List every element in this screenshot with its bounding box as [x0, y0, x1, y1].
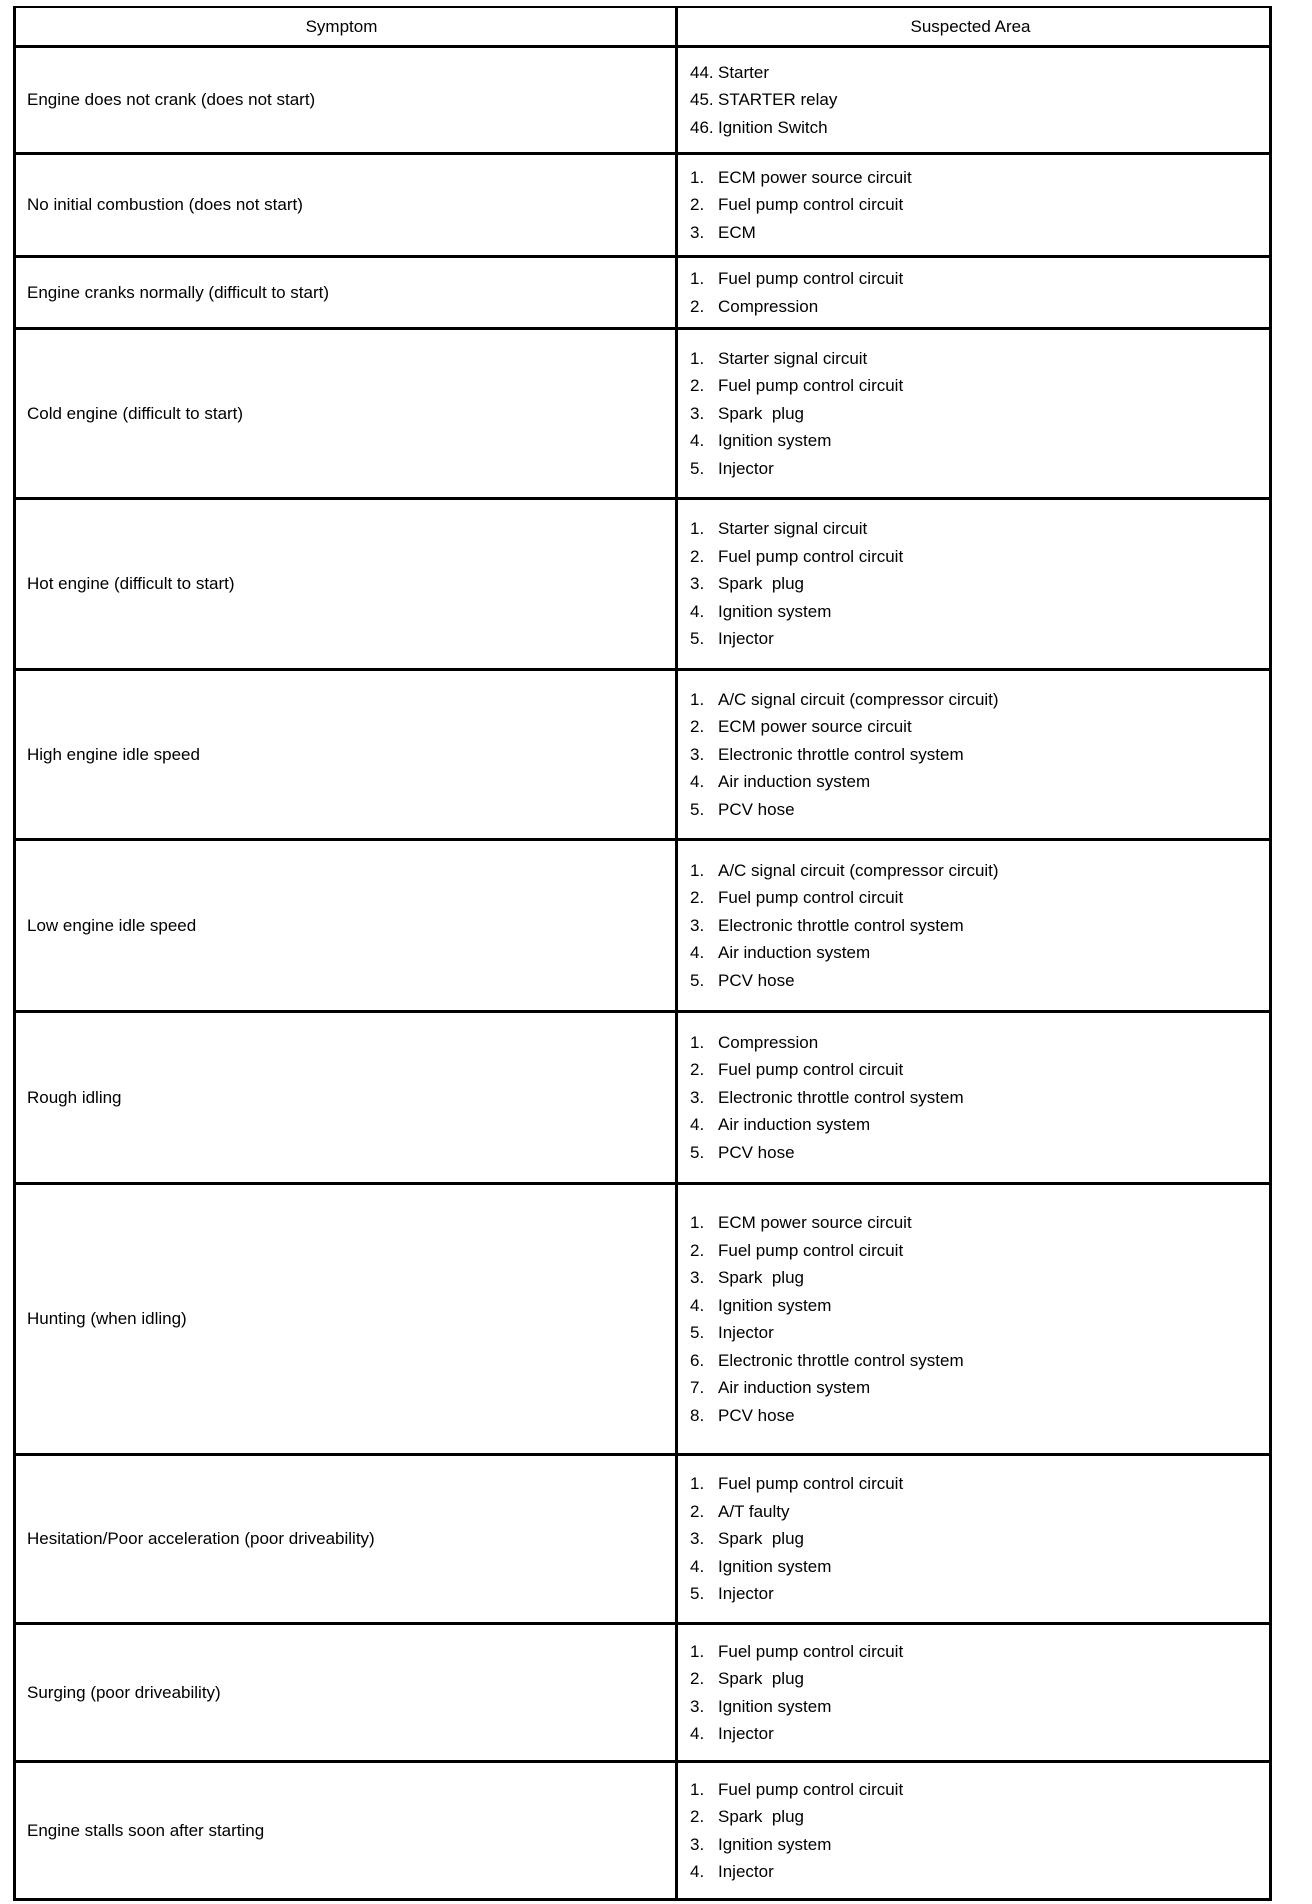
suspected-area-item — [690, 1638, 1263, 1666]
table-row — [16, 1622, 1269, 1760]
symptom-text: High engine idle speed — [27, 744, 200, 764]
area-item-number: 3. — [690, 574, 705, 594]
area-item-number: 3. — [690, 1087, 705, 1107]
area-item-number: 2. — [690, 1060, 705, 1080]
area-item-label: Ignition system — [718, 1556, 832, 1576]
area-item-number: 44. — [690, 62, 714, 82]
area-item-label: Fuel pump control circuit — [718, 546, 904, 566]
area-item-number: 2. — [690, 1669, 705, 1688]
area-item-label: A/C signal circuit (compressor circuit) — [718, 860, 999, 880]
symptom-column-header — [16, 8, 678, 45]
area-item-label: Electronic throttle control system — [718, 915, 964, 935]
area-item-label: Compression — [718, 1032, 819, 1052]
suspected-area-item — [690, 114, 1263, 142]
suspected-area-item — [690, 857, 1263, 885]
table-header-row — [16, 8, 1269, 45]
area-item-number: 3. — [690, 1529, 705, 1549]
suspected-area-item — [690, 191, 1263, 219]
symptom-text: Surging (poor driveability) — [27, 1682, 221, 1702]
suspected-area-cell — [678, 1763, 1269, 1898]
area-item-number: 7. — [690, 1378, 705, 1397]
area-item-label: Ignition system — [718, 601, 832, 621]
table-row — [16, 152, 1269, 255]
suspected-area-item — [690, 1402, 1263, 1430]
suspected-area-item — [690, 1525, 1263, 1553]
area-item-number: 45. — [690, 90, 714, 110]
area-item-number: 1. — [690, 1032, 705, 1052]
area-item-label: ECM — [718, 222, 756, 242]
suspected-area-item — [690, 543, 1263, 571]
suspected-area-cell — [678, 1456, 1269, 1622]
suspected-area-cell — [678, 1185, 1269, 1453]
area-item-number: 1. — [690, 519, 705, 539]
area-item-label: Spark plug — [718, 1669, 804, 1688]
area-item-number: 8. — [690, 1405, 705, 1425]
area-item-label: Fuel pump control circuit — [718, 1641, 904, 1661]
suspected-area-cell — [678, 330, 1269, 497]
symptom-text: No initial combustion (does not start) — [27, 195, 303, 214]
suspected-area-cell — [678, 1013, 1269, 1182]
area-item-number: 4. — [690, 1556, 705, 1576]
area-item-label: ECM power source circuit — [718, 717, 912, 737]
suspected-area-item — [690, 570, 1263, 598]
area-item-number: 4. — [690, 1115, 705, 1135]
area-item-number: 3. — [690, 744, 705, 764]
symptom-text: Rough idling — [27, 1087, 122, 1107]
area-item-number: 2. — [690, 1807, 705, 1826]
suspected-area-item — [690, 1084, 1263, 1112]
suspected-area-item — [690, 1111, 1263, 1139]
suspected-area-item — [690, 400, 1263, 428]
area-item-label: PCV hose — [718, 1405, 795, 1425]
area-item-label: Fuel pump control circuit — [718, 1779, 904, 1799]
suspected-area-item — [690, 86, 1263, 114]
area-item-number: 5. — [690, 970, 705, 990]
symptom-cell — [16, 48, 678, 152]
area-item-number: 2. — [690, 1240, 705, 1260]
area-item-number: 2. — [690, 717, 705, 737]
suspected-area-item — [690, 345, 1263, 373]
suspected-area-item — [690, 1858, 1263, 1886]
suspected-area-item — [690, 1580, 1263, 1608]
suspected-area-cell — [678, 155, 1269, 255]
area-item-label: Electronic throttle control system — [718, 744, 964, 764]
suspected-area-cell — [678, 258, 1269, 327]
area-item-label: Ignition system — [718, 431, 832, 451]
suspected-area-item — [690, 1693, 1263, 1721]
area-item-number: 3. — [690, 915, 705, 935]
area-item-number: 4. — [690, 1295, 705, 1315]
area-item-number: 1. — [690, 860, 705, 880]
area-item-number: 5. — [690, 458, 705, 478]
area-item-label: Air induction system — [718, 943, 871, 963]
area-item-number: 2. — [690, 1501, 705, 1521]
suspected-area-item — [690, 939, 1263, 967]
symptom-text: Hot engine (difficult to start) — [27, 574, 235, 593]
area-item-number: 6. — [690, 1350, 705, 1370]
suspected-area-cell — [678, 48, 1269, 152]
table-row — [16, 327, 1269, 497]
area-item-number: 3. — [690, 222, 705, 242]
table-body — [16, 45, 1269, 1898]
suspected-area-item — [690, 1665, 1263, 1693]
area-item-label: A/T faulty — [718, 1501, 790, 1521]
suspected-area-item — [690, 884, 1263, 912]
area-item-label: Electronic throttle control system — [718, 1350, 964, 1370]
symptom-cell — [16, 1185, 678, 1453]
area-item-number: 5. — [690, 1142, 705, 1162]
area-item-label: Starter signal circuit — [718, 519, 868, 539]
suspected-area-item — [690, 1056, 1263, 1084]
area-item-number: 1. — [690, 1474, 705, 1494]
area-item-label: Injector — [718, 629, 774, 649]
area-item-label: Spark plug — [718, 1529, 804, 1549]
suspected-area-item — [690, 164, 1263, 192]
suspected-area-item — [690, 372, 1263, 400]
suspected-area-cell — [678, 500, 1269, 668]
area-item-label: Air induction system — [718, 1378, 871, 1397]
area-item-label: Electronic throttle control system — [718, 1087, 964, 1107]
suspected-area-item — [690, 1139, 1263, 1167]
symptom-cell — [16, 671, 678, 838]
area-item-number: 5. — [690, 799, 705, 819]
suspected-area-item — [690, 598, 1263, 626]
area-item-number: 5. — [690, 1584, 705, 1604]
area-item-label: ECM power source circuit — [718, 1213, 912, 1232]
suspected-area-item — [690, 1831, 1263, 1859]
symptom-text: Engine cranks normally (difficult to start) — [27, 282, 330, 302]
area-item-number: 4. — [690, 601, 705, 621]
suspected-area-column-header — [678, 8, 1269, 45]
suspected-area-item — [690, 625, 1263, 653]
area-item-label: A/C signal circuit (compressor circuit) — [718, 689, 999, 709]
suspected-area-item — [690, 1803, 1263, 1831]
symptom-cell — [16, 1625, 678, 1760]
area-item-label: Injector — [718, 458, 774, 478]
suspected-area-item — [690, 1498, 1263, 1526]
area-item-number: 2. — [690, 546, 705, 566]
area-item-label: Spark plug — [718, 403, 804, 423]
area-item-label: PCV hose — [718, 1142, 795, 1162]
table-row — [16, 45, 1269, 152]
area-item-label: Spark plug — [718, 574, 804, 594]
symptom-table — [13, 6, 1272, 1901]
suspected-area-item — [690, 59, 1263, 87]
suspected-area-item — [690, 1347, 1263, 1375]
symptom-text: Hesitation/Poor acceleration (poor driveability) — [27, 1529, 375, 1548]
symptom-cell — [16, 258, 678, 327]
area-item-number: 4. — [690, 1724, 705, 1743]
table-row — [16, 1760, 1269, 1898]
suspected-area-item — [690, 1237, 1263, 1265]
area-item-label: Fuel pump control circuit — [718, 1474, 904, 1494]
area-item-number: 3. — [690, 1834, 705, 1854]
suspected-area-item — [690, 912, 1263, 940]
area-item-label: Spark plug — [718, 1807, 804, 1826]
area-item-number: 2. — [690, 888, 705, 908]
suspected-area-item — [690, 219, 1263, 247]
symptom-cell — [16, 841, 678, 1010]
area-item-number: 5. — [690, 629, 705, 649]
area-item-label: Fuel pump control circuit — [718, 195, 904, 215]
area-item-label: Ignition system — [718, 1295, 832, 1315]
suspected-area-item — [690, 768, 1263, 796]
area-item-number: 46. — [690, 117, 714, 137]
table-row — [16, 1010, 1269, 1182]
suspected-area-item — [690, 455, 1263, 483]
area-item-label: Air induction system — [718, 772, 871, 792]
area-item-number: 1. — [690, 1213, 705, 1232]
symptom-text: Cold engine (difficult to start) — [27, 403, 244, 423]
area-item-label: Starter signal circuit — [718, 348, 868, 368]
area-item-label: PCV hose — [718, 799, 795, 819]
symptom-cell — [16, 155, 678, 255]
suspected-area-item — [690, 1776, 1263, 1804]
suspected-area-item — [690, 713, 1263, 741]
area-item-number: 1. — [690, 167, 705, 187]
suspected-area-item — [690, 1029, 1263, 1057]
area-item-label: Spark plug — [718, 1268, 804, 1287]
area-item-number: 1. — [690, 1641, 705, 1661]
suspected-area-item — [690, 293, 1263, 321]
symptom-cell — [16, 1013, 678, 1182]
suspected-area-item — [690, 1319, 1263, 1347]
area-item-number: 3. — [690, 1696, 705, 1716]
area-item-label: Fuel pump control circuit — [718, 269, 904, 288]
suspected-area-item — [690, 1209, 1263, 1237]
suspected-area-item — [690, 1470, 1263, 1498]
table-row — [16, 668, 1269, 838]
suspected-area-item — [690, 427, 1263, 455]
area-item-number: 2. — [690, 195, 705, 215]
suspected-area-header-label: Suspected Area — [910, 16, 1031, 36]
area-item-label: Fuel pump control circuit — [718, 1240, 904, 1260]
suspected-area-item — [690, 1720, 1263, 1748]
area-item-number: 3. — [690, 1268, 705, 1287]
area-item-label: STARTER relay — [718, 90, 838, 110]
symptom-text: Engine stalls soon after starting — [27, 1820, 265, 1840]
symptom-text: Low engine idle speed — [27, 915, 197, 935]
symptom-text: Hunting (when idling) — [27, 1309, 187, 1328]
area-item-number: 1. — [690, 689, 705, 709]
suspected-area-item — [690, 741, 1263, 769]
area-item-number: 1. — [690, 348, 705, 368]
symptom-text: Engine does not crank (does not start) — [27, 90, 316, 109]
area-item-label: Injector — [718, 1323, 774, 1342]
area-item-label: Ignition system — [718, 1834, 832, 1854]
suspected-area-item — [690, 1553, 1263, 1581]
area-item-label: ECM power source circuit — [718, 167, 912, 187]
suspected-area-item — [690, 686, 1263, 714]
area-item-number: 4. — [690, 1862, 705, 1881]
area-item-number: 2. — [690, 376, 705, 396]
suspected-area-cell — [678, 1625, 1269, 1760]
table-row — [16, 497, 1269, 668]
area-item-label: Compression — [718, 296, 819, 316]
area-item-label: Fuel pump control circuit — [718, 888, 904, 908]
suspected-area-item — [690, 796, 1263, 824]
symptom-cell — [16, 1763, 678, 1898]
area-item-number: 2. — [690, 296, 705, 316]
area-item-label: Injector — [718, 1862, 774, 1881]
suspected-area-item — [690, 515, 1263, 543]
suspected-area-item — [690, 1292, 1263, 1320]
area-item-number: 5. — [690, 1323, 705, 1342]
area-item-label: Air induction system — [718, 1115, 871, 1135]
area-item-number: 1. — [690, 269, 705, 288]
area-item-number: 3. — [690, 403, 705, 423]
area-item-number: 1. — [690, 1779, 705, 1799]
table-row — [16, 838, 1269, 1010]
area-item-label: Ignition system — [718, 1696, 832, 1716]
area-item-label: Ignition Switch — [718, 117, 828, 137]
area-item-label: Fuel pump control circuit — [718, 1060, 904, 1080]
area-item-label: PCV hose — [718, 970, 795, 990]
suspected-area-item — [690, 967, 1263, 995]
area-item-number: 4. — [690, 431, 705, 451]
area-item-number: 4. — [690, 772, 705, 792]
table-row — [16, 1182, 1269, 1453]
area-item-label: Injector — [718, 1584, 774, 1604]
symptom-cell — [16, 500, 678, 668]
suspected-area-cell — [678, 841, 1269, 1010]
area-item-label: Starter — [718, 62, 770, 82]
area-item-label: Fuel pump control circuit — [718, 376, 904, 396]
suspected-area-item — [690, 1374, 1263, 1402]
symptom-cell — [16, 330, 678, 497]
symptom-header-label: Symptom — [305, 16, 378, 36]
suspected-area-item — [690, 1264, 1263, 1292]
area-item-label: Injector — [718, 1724, 774, 1743]
suspected-area-cell — [678, 671, 1269, 838]
table-row — [16, 1453, 1269, 1622]
suspected-area-item — [690, 265, 1263, 293]
area-item-number: 4. — [690, 943, 705, 963]
table-row — [16, 255, 1269, 327]
symptom-cell — [16, 1456, 678, 1622]
